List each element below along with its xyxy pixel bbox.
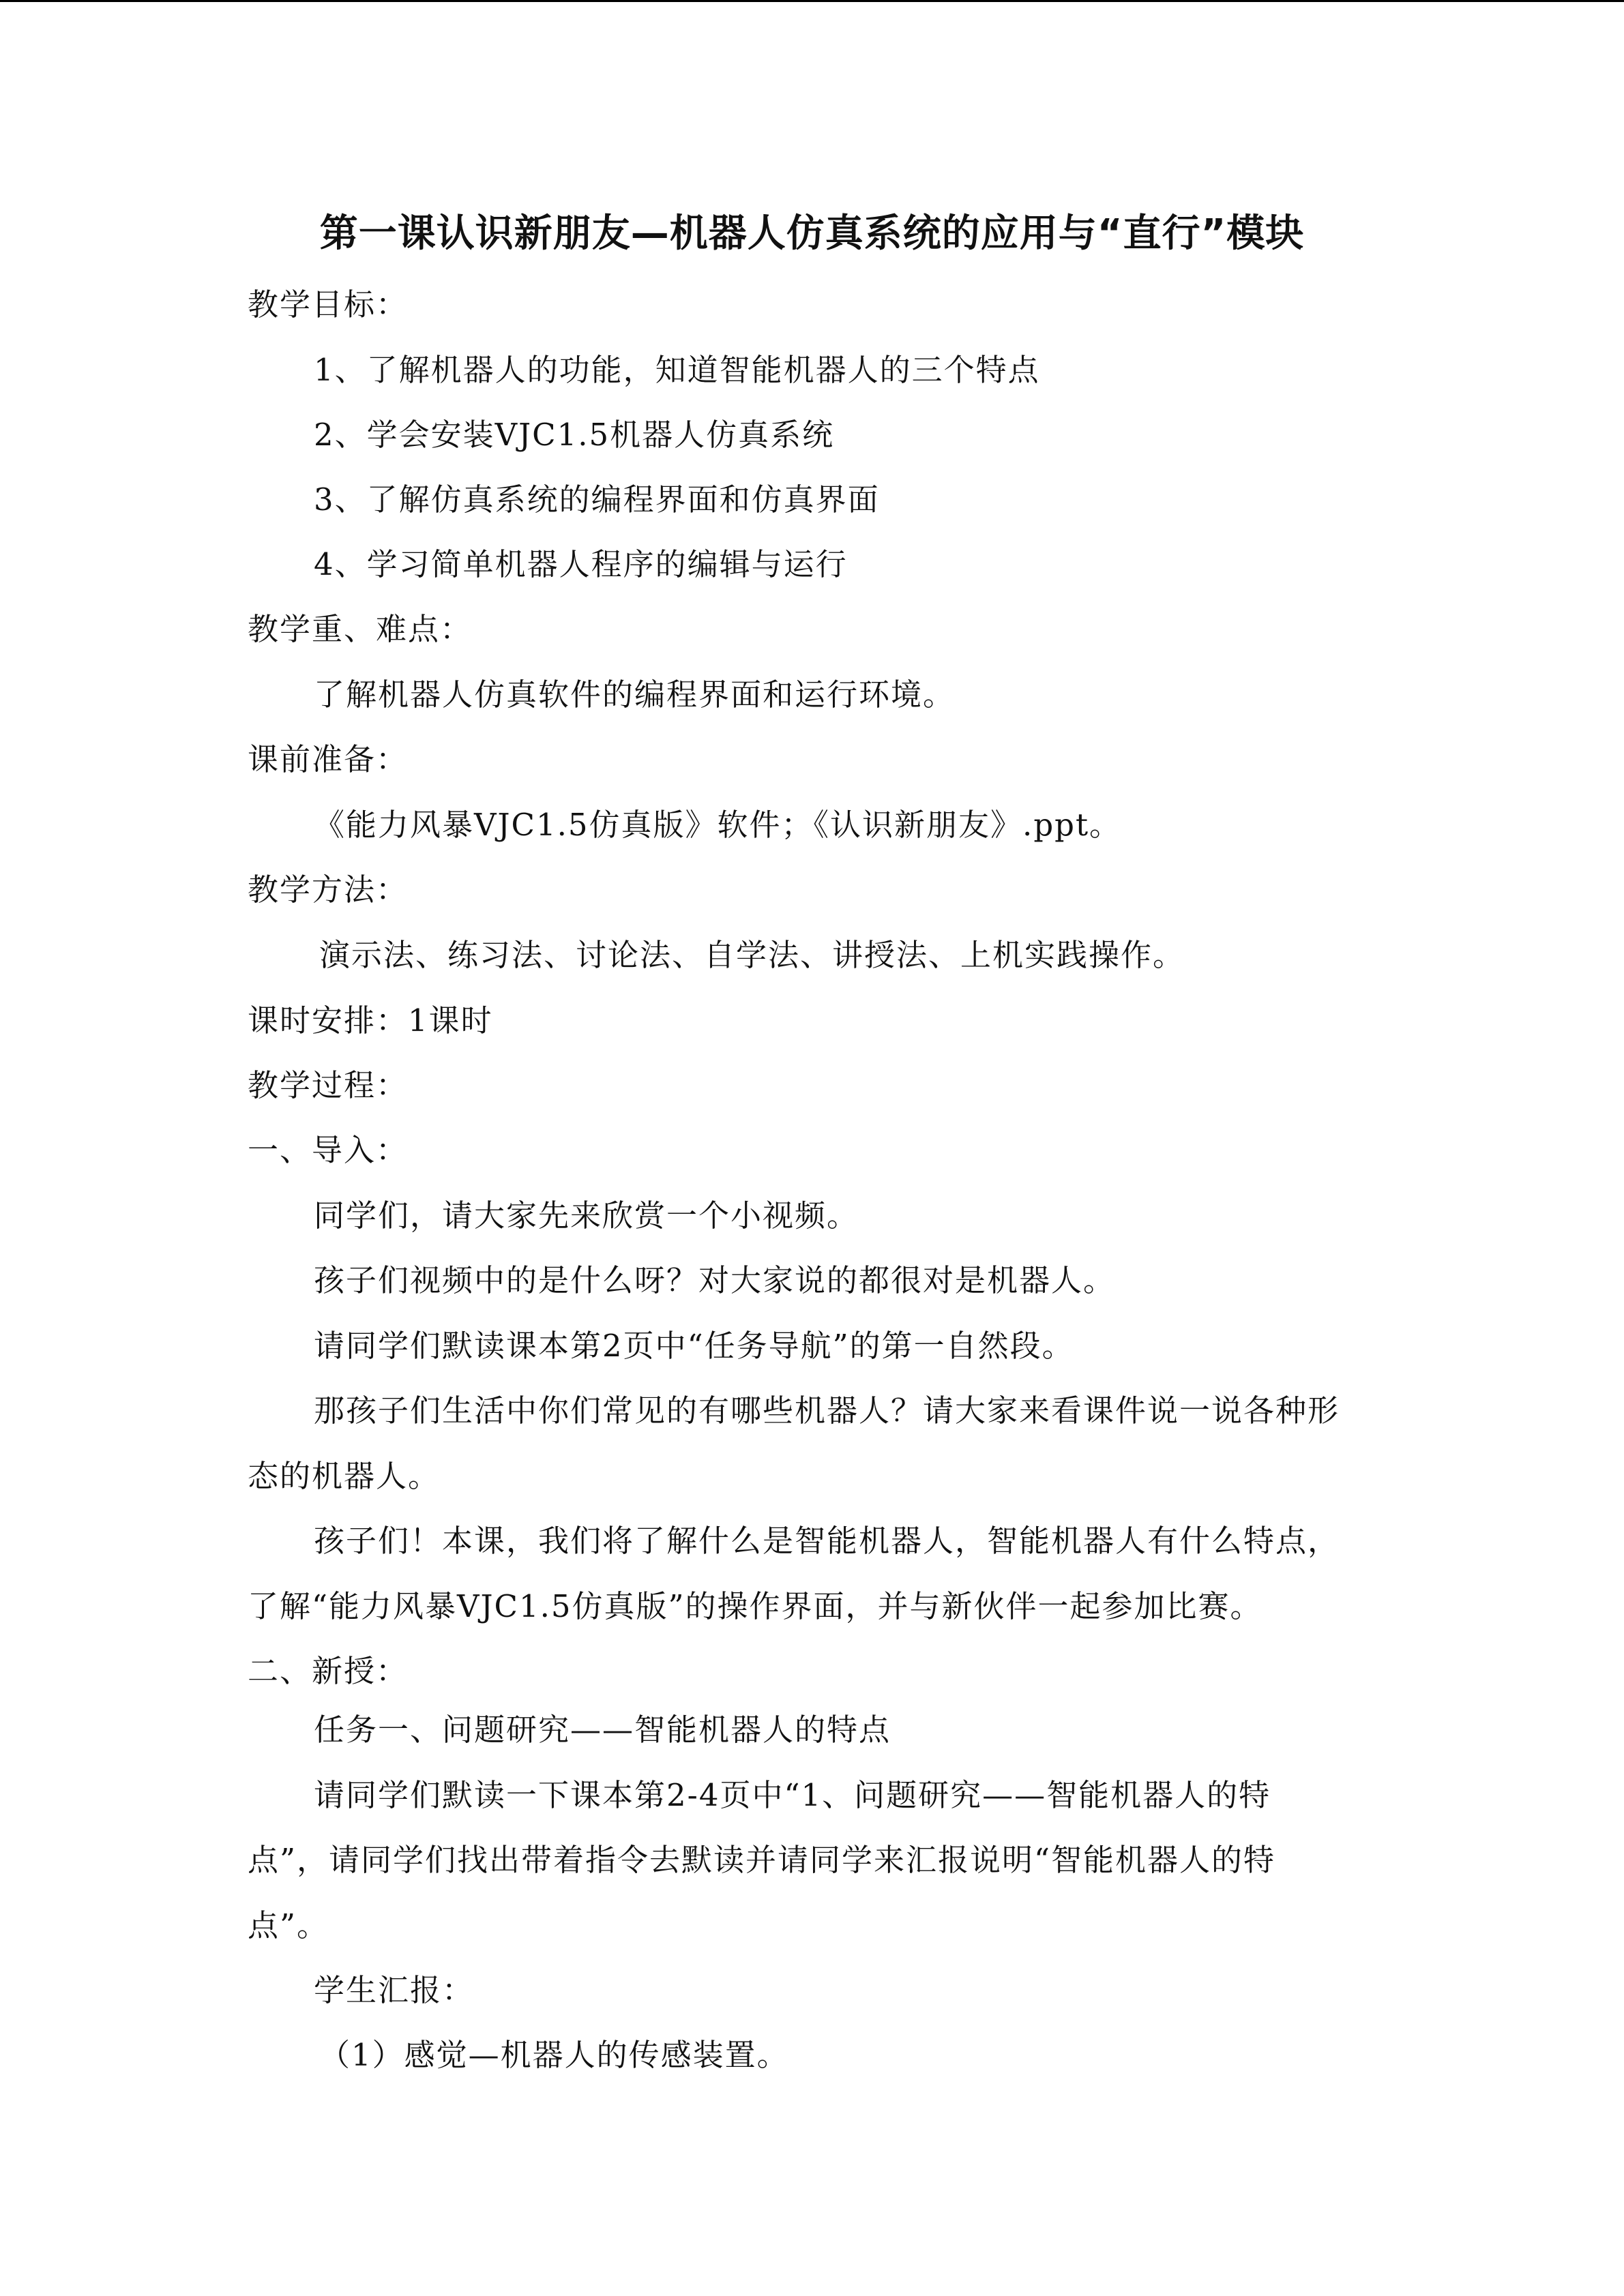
document-title: 第一课认识新朋友—机器人仿真系统的应用与“直行”模块	[319, 211, 1305, 256]
heading-key-points: 教学重、难点：	[248, 611, 473, 647]
class-hours: 课时安排：1课时	[248, 1002, 493, 1039]
heading-teaching-goals: 教学目标：	[248, 286, 409, 323]
paragraph-line: 态的机器人。	[248, 1458, 441, 1494]
paragraph-line: 点”。	[248, 1907, 329, 1943]
paragraph-line: 孩子们视频中的是什么呀？对大家说的都很对是机器人。	[314, 1262, 1116, 1298]
paragraph-line: 同学们，请大家先来欣赏一个小视频。	[314, 1197, 859, 1234]
paragraph-line: 了解“能力风暴VJC1.5仿真版”的操作界面，并与新伙伴一起参加比赛。	[248, 1588, 1263, 1624]
paragraph-line: 孩子们！本课，我们将了解什么是智能机器人，智能机器人有什么特点，	[314, 1523, 1340, 1559]
heading-process: 教学过程：	[248, 1067, 409, 1103]
methods-text: 演示法、练习法、讨论法、自学法、讲授法、上机实践操作。	[319, 937, 1185, 973]
preparation-text: 《能力风暴VJC1.5仿真版》软件；《认识新朋友》.ppt。	[314, 807, 1122, 843]
paragraph-line: 请同学们默读课本第2页中“任务导航”的第一自然段。	[314, 1328, 1074, 1364]
paragraph-line: 请同学们默读一下课本第2-4页中“1、问题研究——智能机器人的特	[314, 1777, 1271, 1813]
key-points-text: 了解机器人仿真软件的编程界面和运行环境。	[314, 676, 956, 713]
heading-preparation: 课前准备：	[248, 741, 409, 777]
goal-item-1: 1、了解机器人的功能，知道智能机器人的三个特点	[314, 352, 1040, 388]
paragraph-line: 那孩子们生活中你们常见的有哪些机器人？请大家来看课件说一说各种形	[314, 1392, 1340, 1429]
list-item: （1）感觉—机器人的传感装置。	[319, 2037, 789, 2073]
student-report-label: 学生汇报：	[314, 1972, 475, 2008]
section-intro: 一、导入：	[248, 1132, 409, 1168]
task-one-heading: 任务一、问题研究——智能机器人的特点	[314, 1712, 891, 1748]
goal-item-4: 4、学习简单机器人程序的编辑与运行	[314, 546, 848, 582]
paragraph-line: 点”，请同学们找出带着指令去默读并请同学来汇报说明“智能机器人的特	[248, 1842, 1276, 1878]
section-new-lesson: 二、新授：	[248, 1653, 409, 1689]
goal-item-2: 2、学会安装VJC1.5机器人仿真系统	[314, 417, 835, 453]
goal-item-3: 3、了解仿真系统的编程界面和仿真界面	[314, 481, 880, 518]
heading-methods: 教学方法：	[248, 871, 409, 908]
